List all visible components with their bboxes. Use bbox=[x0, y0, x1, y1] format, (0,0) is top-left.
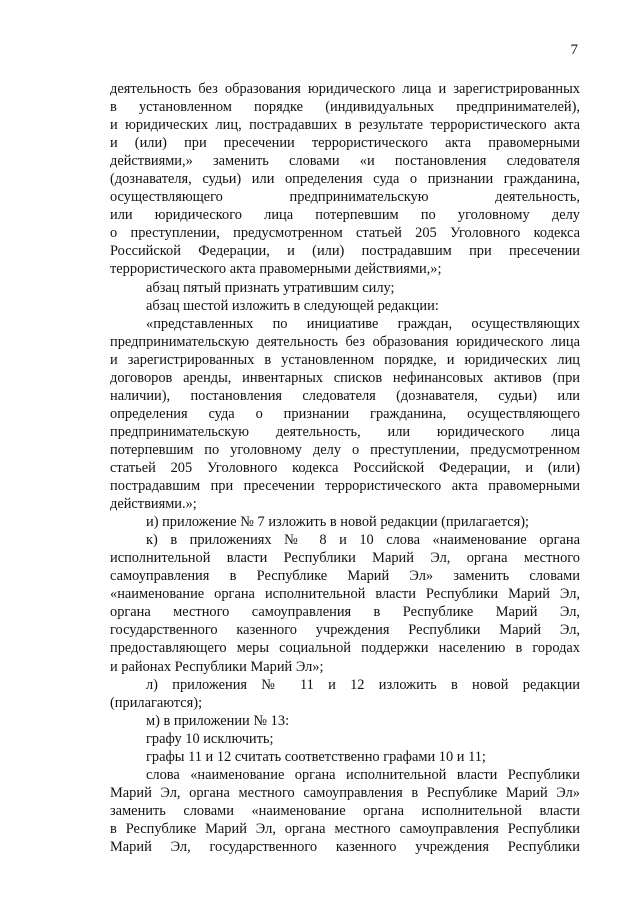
text-line: к) в приложениях № 8 и 10 слова «наименование органа bbox=[146, 532, 580, 549]
text-line: графу 10 исключить; bbox=[146, 730, 274, 747]
text-line: статьей 205 Уголовного кодекса Российской Федерации, и (или) bbox=[110, 459, 580, 476]
text-line: или юридического лица потерпевшим по уголовному делу bbox=[110, 207, 580, 224]
text-line: «представленных по инициативе граждан, осуществляющих bbox=[146, 315, 580, 332]
text-line: Марий Эл, органа местного самоуправления в Республике Марий Эл» bbox=[110, 784, 580, 801]
text-line: и районах Республики Марий Эл»; bbox=[110, 658, 324, 675]
text-line: предпринимательскую деятельность без образования юридического лица bbox=[110, 333, 580, 350]
text-line: графы 11 и 12 считать соответственно графами 10 и 11; bbox=[146, 748, 486, 765]
text-line: м) в приложении № 13: bbox=[146, 712, 290, 729]
text-line: заменить словами «наименование органа исполнительной власти bbox=[110, 802, 580, 819]
text-line: и) приложение № 7 изложить в новой редакции (прилагается); bbox=[146, 514, 530, 531]
text-line: потерпевшим по уголовному делу о преступлении, предусмотренном bbox=[110, 441, 580, 458]
text-line: наличии), постановления следователя (дознавателя, судьи) или bbox=[110, 387, 580, 404]
text-line: действиями,» заменить словами «и постановления следователя bbox=[110, 153, 580, 170]
text-line: абзац пятый признать утратившим силу; bbox=[146, 279, 395, 296]
text-line: Российской Федерации, и (или) пострадавшим при пресечении bbox=[110, 243, 580, 260]
text-line: Марий Эл, государственного казенного учреждения Республики bbox=[110, 838, 580, 855]
text-line: договоров аренды, инвентарных списков нефинансовых активов (при bbox=[110, 369, 580, 386]
text-line: в установленном порядке (индивидуальных предпринимателей), bbox=[110, 99, 580, 116]
page-number: 7 bbox=[570, 42, 578, 58]
text-line: исполнительной власти Республики Марий Эл, органа местного bbox=[110, 550, 580, 567]
text-line: пострадавшим при пресечении террористического акта правомерными bbox=[110, 478, 580, 495]
text-line: действиями.»; bbox=[110, 496, 197, 513]
text-line: определения суда о признании гражданина, осуществляющего bbox=[110, 405, 580, 422]
text-line: слова «наименование органа исполнительной власти Республики bbox=[146, 766, 580, 783]
text-line: предоставляющего меры социальной поддержки населению в городах bbox=[110, 640, 580, 657]
text-line: органа местного самоуправления в Республике Марий Эл, bbox=[110, 604, 580, 621]
text-line: о преступлении, предусмотренном статьей 205 Уголовного кодекса bbox=[110, 225, 580, 242]
text-line: осуществляющего предпринимательскую деятельность, bbox=[110, 189, 580, 206]
text-line: и юридических лиц, пострадавших в результате террористического акта bbox=[110, 117, 580, 134]
text-line: и (или) при пресечении террористического акта правомерными bbox=[110, 135, 580, 152]
text-line: деятельность без образования юридического лица и зарегистрированных bbox=[110, 81, 580, 97]
text-line: террористического акта правомерными действиями,»; bbox=[110, 261, 442, 278]
text-line: (дознавателя, судьи) или определения суда о признании гражданина, bbox=[110, 171, 580, 188]
text-line: предпринимательскую деятельность, или юридического лица bbox=[110, 423, 580, 440]
text-line: (прилагаются); bbox=[110, 694, 203, 711]
text-line: и зарегистрированных в установленном порядке, и юридических лиц bbox=[110, 351, 580, 368]
document-body bbox=[110, 80, 580, 856]
text-line: «наименование органа исполнительной власти Республики Марий Эл, bbox=[110, 586, 580, 603]
text-line: самоуправления в Республике Марий Эл» заменить словами bbox=[110, 568, 580, 585]
text-line: государственного казенного учреждения Республики Марий Эл, bbox=[110, 622, 580, 639]
text-line: л) приложения № 11 и 12 изложить в новой редакции bbox=[146, 676, 580, 693]
text-line: абзац шестой изложить в следующей редакции: bbox=[146, 297, 439, 314]
text-line: в Республике Марий Эл, органа местного самоуправления Республики bbox=[110, 820, 580, 837]
